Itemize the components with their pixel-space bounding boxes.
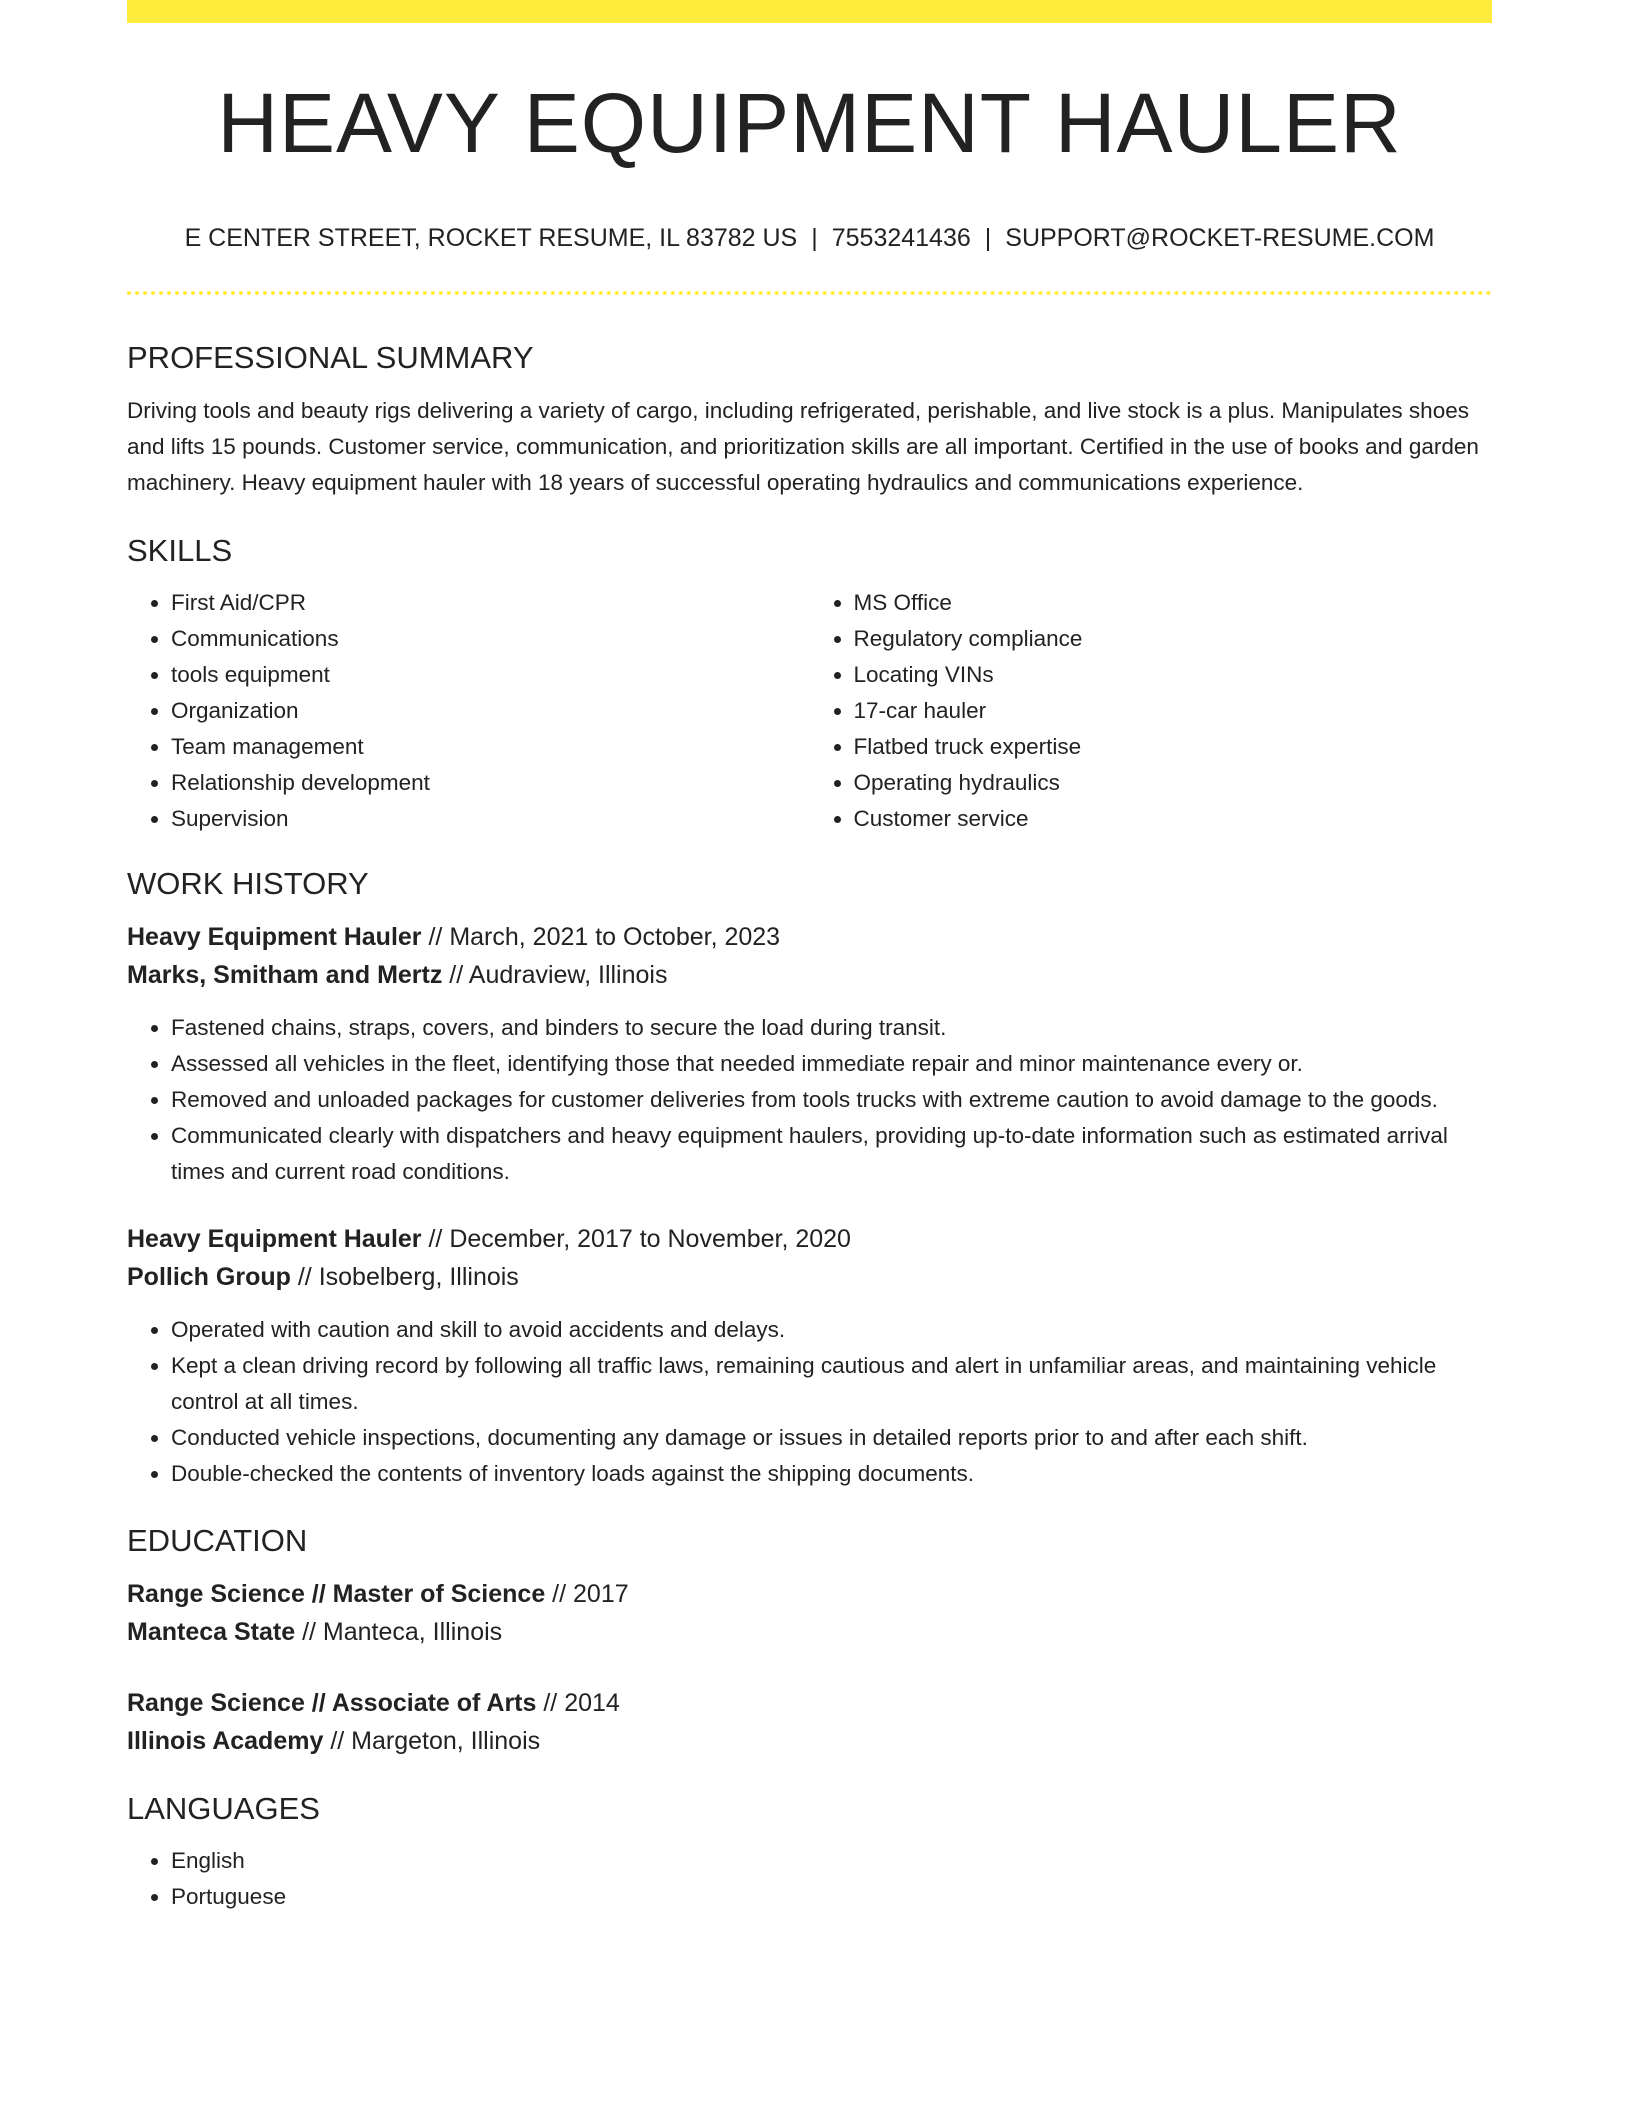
dotted-divider bbox=[127, 291, 1492, 295]
job-company-line bbox=[127, 1258, 1492, 1296]
skills-grid bbox=[127, 585, 1492, 837]
education-year: // 2014 bbox=[536, 1689, 620, 1718]
job-title-line bbox=[127, 918, 1492, 956]
education-heading: EDUCATION bbox=[127, 1522, 308, 1558]
education-degree: Range Science // Associate of Arts bbox=[127, 1689, 537, 1718]
skill-item: • Customer service bbox=[854, 801, 1493, 837]
skill-item: • Relationship development bbox=[171, 765, 810, 801]
job-bullet: • Communicated clearly with dispatchers and heavy equipment haulers, providing up-to-date information such as estimated arrival times and current road conditions. bbox=[171, 1118, 1492, 1190]
skill-item: • Team management bbox=[171, 729, 810, 765]
job-bullet: • Conducted vehicle inspections, documenting any damage or issues in detailed reports prior to and after each shift. bbox=[171, 1420, 1492, 1456]
job-entry bbox=[127, 1220, 1492, 1492]
job-bullets bbox=[127, 1312, 1492, 1492]
skill-item: • First Aid/CPR bbox=[171, 585, 810, 621]
skills-list-left bbox=[127, 585, 810, 837]
job-location: // Isobelberg, Illinois bbox=[290, 1262, 519, 1291]
job-company-line bbox=[127, 956, 1492, 994]
job-bullets bbox=[127, 1010, 1492, 1190]
education-entry bbox=[127, 1684, 1492, 1760]
work-heading: WORK HISTORY bbox=[127, 865, 369, 901]
job-bullet: • Assessed all vehicles in the fleet, identifying those that needed immediate repair and minor maintenance every or. bbox=[171, 1046, 1492, 1082]
education-year: // 2017 bbox=[545, 1580, 629, 1609]
skills-heading: SKILLS bbox=[127, 532, 233, 568]
languages-list bbox=[127, 1843, 1492, 1915]
job-company: Marks, Smitham and Mertz bbox=[127, 960, 443, 989]
languages-heading: LANGUAGES bbox=[127, 1791, 320, 1827]
education-degree-line bbox=[127, 1575, 1492, 1613]
job-bullet: • Operated with caution and skill to avoid accidents and delays. bbox=[171, 1312, 1492, 1348]
skills-list-right bbox=[810, 585, 1493, 837]
job-bullet: • Removed and unloaded packages for customer deliveries from tools trucks with extreme caution to avoid damage to the goods. bbox=[171, 1082, 1492, 1118]
education-school: Manteca State bbox=[127, 1618, 296, 1647]
contact-separator: | bbox=[984, 224, 992, 253]
contact-phone: 7553241436 bbox=[831, 224, 971, 253]
education-entry bbox=[127, 1575, 1492, 1651]
education-location: // Manteca, Illinois bbox=[295, 1618, 503, 1647]
job-company: Pollich Group bbox=[127, 1262, 291, 1291]
contact-email: SUPPORT@ROCKET-RESUME.COM bbox=[1005, 224, 1435, 253]
skill-item: • tools equipment bbox=[171, 657, 810, 693]
education-school-line bbox=[127, 1722, 1492, 1760]
job-bullet: • Double-checked the contents of inventory loads against the shipping documents. bbox=[171, 1456, 1492, 1492]
education-school-line bbox=[127, 1613, 1492, 1651]
contact-address: E CENTER STREET, ROCKET RESUME, IL 83782 US bbox=[184, 224, 798, 253]
resume-page bbox=[127, 0, 1492, 1915]
job-title-line bbox=[127, 1220, 1492, 1258]
summary-heading: PROFESSIONAL SUMMARY bbox=[127, 340, 534, 376]
language-item: • English bbox=[171, 1843, 1492, 1879]
skill-item: • Flatbed truck expertise bbox=[854, 729, 1493, 765]
resume-title: HEAVY EQUIPMENT HAULER bbox=[217, 76, 1402, 170]
education-location: // Margeton, Illinois bbox=[323, 1727, 541, 1756]
skill-item: • Operating hydraulics bbox=[854, 765, 1493, 801]
job-role: Heavy Equipment Hauler bbox=[127, 1224, 422, 1253]
contact-line bbox=[127, 223, 1492, 253]
accent-top-bar bbox=[127, 0, 1492, 23]
skill-item: • Organization bbox=[171, 693, 810, 729]
skill-item: • Locating VINs bbox=[854, 657, 1493, 693]
job-entry bbox=[127, 918, 1492, 1190]
job-dates: // December, 2017 to November, 2020 bbox=[421, 1224, 851, 1253]
education-school: Illinois Academy bbox=[127, 1727, 324, 1756]
skill-item: • 17-car hauler bbox=[854, 693, 1493, 729]
job-bullet: • Kept a clean driving record by following all traffic laws, remaining cautious and alert in unfamiliar areas, and maintaining vehicle control at all times. bbox=[171, 1348, 1492, 1420]
job-dates: // March, 2021 to October, 2023 bbox=[421, 922, 781, 951]
language-item: • Portuguese bbox=[171, 1879, 1492, 1915]
skill-item: • MS Office bbox=[854, 585, 1493, 621]
skill-item: • Regulatory compliance bbox=[854, 621, 1493, 657]
summary-text: Driving tools and beauty rigs delivering a variety of cargo, including refrigerated, perishable, and live stock is a plus. Manipulates shoes and lifts 15 pounds. Customer service, communication, and prioritization skills are all important. Certified in the use of books and garden machinery. Heavy equipment hauler with 18 years of successful operating hydraulics and communications experience. bbox=[127, 397, 1479, 495]
education-degree-line bbox=[127, 1684, 1492, 1722]
skill-item: • Supervision bbox=[171, 801, 810, 837]
job-role: Heavy Equipment Hauler bbox=[127, 922, 422, 951]
job-bullet: • Fastened chains, straps, covers, and binders to secure the load during transit. bbox=[171, 1010, 1492, 1046]
education-degree: Range Science // Master of Science bbox=[127, 1580, 546, 1609]
skill-item: • Communications bbox=[171, 621, 810, 657]
job-location: // Audraview, Illinois bbox=[442, 960, 668, 989]
contact-separator: | bbox=[811, 224, 818, 253]
